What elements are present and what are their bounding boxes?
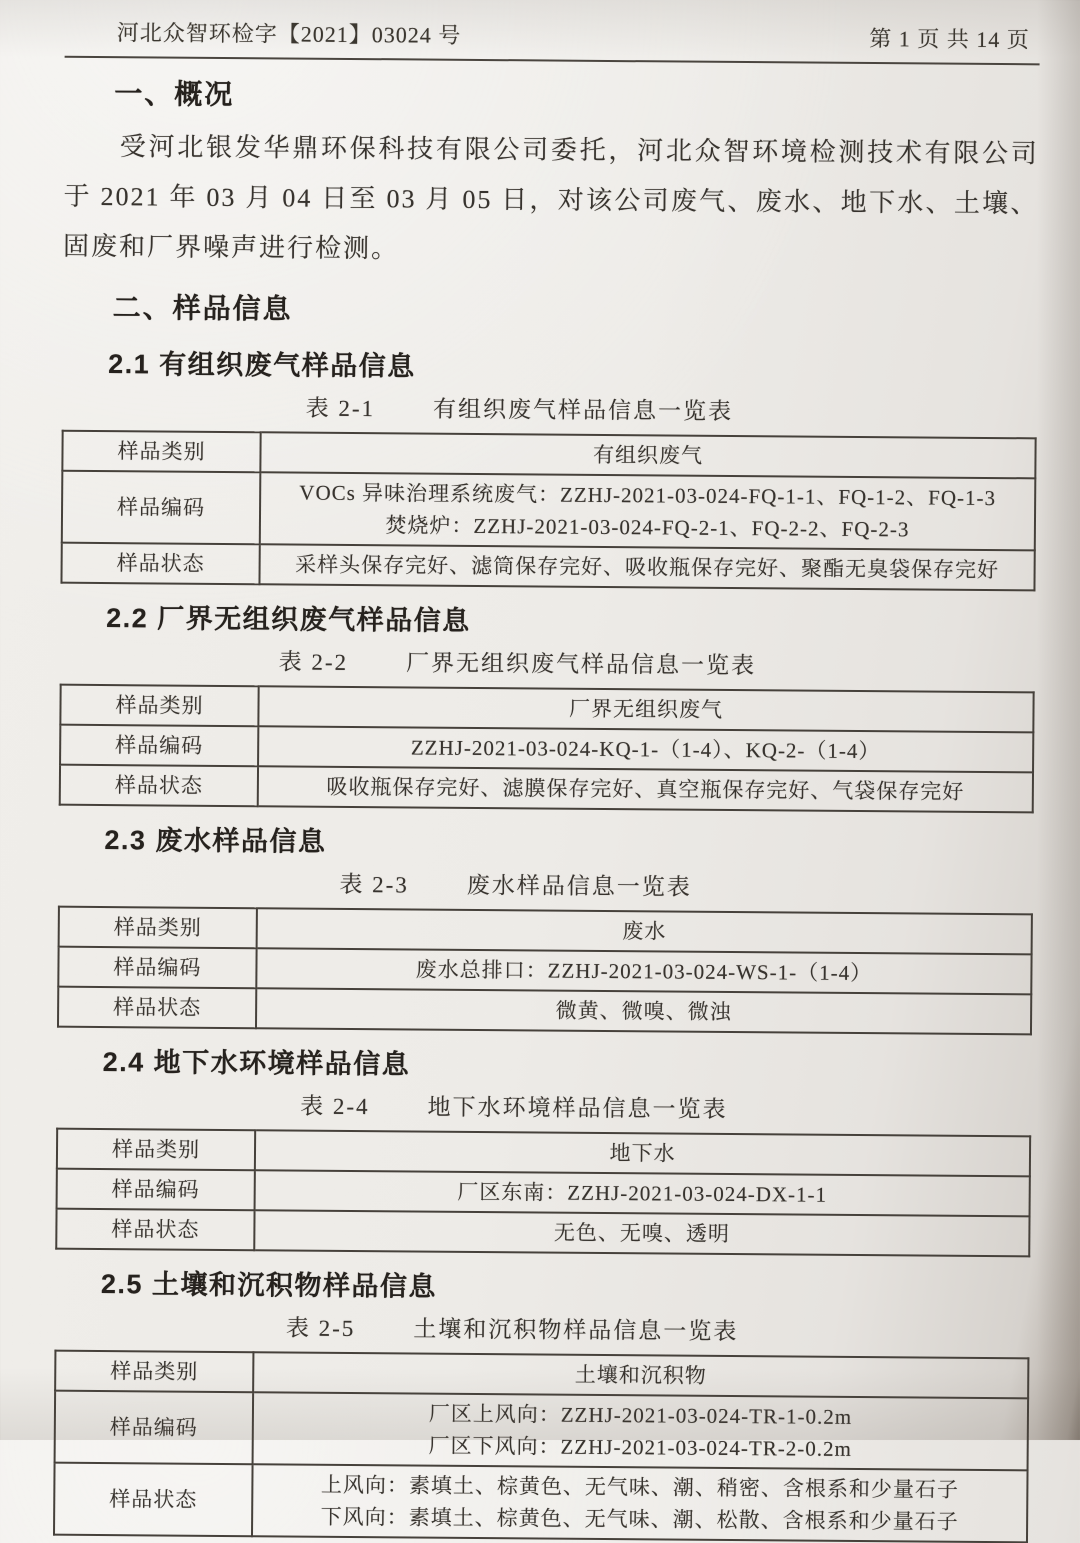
row-value	[257, 908, 1032, 954]
value-line: 废水	[622, 919, 667, 944]
table-caption	[62, 392, 977, 429]
row-label: 样品编码	[55, 1391, 254, 1465]
row-value	[258, 726, 1033, 772]
row-value	[253, 1352, 1028, 1398]
value-line: VOCs 异味治理系统废气：ZZHJ-2021-03-024-FQ-1-1、FQ-1-2、FQ-1-3	[299, 480, 997, 511]
table-title: 土壤和沉积物样品信息一览表	[413, 1316, 739, 1345]
table-number: 表 2-3	[339, 871, 409, 898]
value-line: ZZHJ-2021-03-024-KQ-1-（1-4）、KQ-2-（1-4）	[410, 735, 881, 764]
table-number: 表 2-4	[300, 1093, 370, 1120]
row-value	[252, 1464, 1028, 1542]
value-line: 微黄、微嗅、微浊	[555, 998, 732, 1024]
table-number: 表 2-1	[305, 395, 376, 422]
table-caption	[56, 1090, 971, 1127]
value-line: 下风向：素填土、棕黄色、无气味、潮、松散、含根系和少量石子	[320, 1504, 959, 1534]
subsection-heading: 2.1 有组织废气样品信息	[108, 349, 416, 382]
doc-number: 河北众智环检字【2021】03024 号	[116, 20, 462, 48]
table-title: 废水样品信息一览表	[466, 872, 692, 900]
value-line: 土壤和沉积物	[574, 1362, 707, 1388]
row-value	[256, 948, 1031, 994]
table-number: 表 2-2	[278, 649, 349, 675]
row-value	[258, 686, 1033, 732]
row-label: 样品类别	[59, 907, 257, 949]
row-value	[255, 1130, 1030, 1176]
table-title: 厂界无组织废气样品信息一览表	[405, 650, 757, 679]
section-samples-title: 二、样品信息	[112, 292, 293, 325]
row-label: 样品编码	[60, 725, 258, 767]
row-value	[259, 544, 1034, 590]
document-page	[53, 6, 1040, 1543]
subsection-fugitive-waste-gas	[59, 600, 1036, 814]
subsection-heading: 2.3 废水样品信息	[104, 825, 327, 857]
row-label: 样品状态	[56, 1209, 254, 1251]
row-label: 样品状态	[61, 543, 259, 585]
table-row	[60, 765, 1033, 813]
table-row	[55, 1391, 1029, 1471]
page-header	[65, 6, 1040, 66]
value-line: 吸收瓶保存完好、滤膜保存完好、真空瓶保存完好、气袋保存完好	[326, 774, 965, 804]
subsection-soil-sediment	[53, 1266, 1030, 1543]
value-line: 厂区下风向：ZZHJ-2021-03-024-TR-2-0.2m	[428, 1433, 852, 1461]
sample-info-table	[59, 684, 1035, 814]
table-caption	[55, 1312, 970, 1349]
table-title: 地下水环境样品信息一览表	[427, 1094, 728, 1122]
row-value	[255, 1170, 1030, 1216]
row-value	[254, 1210, 1029, 1256]
row-label: 样品编码	[57, 1169, 255, 1211]
row-label: 样品编码	[62, 471, 261, 545]
table-row	[62, 471, 1036, 551]
value-line: 厂区上风向：ZZHJ-2021-03-024-TR-1-0.2m	[428, 1401, 853, 1429]
value-line: 废水总排口：ZZHJ-2021-03-024-WS-1-（1-4）	[415, 957, 873, 986]
row-value	[258, 766, 1033, 812]
sample-info-table	[55, 1128, 1031, 1258]
value-line: 有组织废气	[592, 442, 704, 468]
value-line: 地下水	[609, 1141, 676, 1166]
row-value	[256, 988, 1031, 1034]
row-label: 样品编码	[58, 947, 256, 989]
row-label: 样品状态	[58, 987, 256, 1029]
row-label: 样品类别	[57, 1129, 255, 1171]
table-row	[61, 543, 1034, 591]
overview-paragraph: 受河北银发华鼎环保科技有限公司委托，河北众智环境检测技术有限公司于 2021 年 03 月 04 日至 03 月 05 日，对该公司废气、废水、地下水、土壤、固废和厂界噪声进行检测。	[63, 132, 1039, 264]
table-title: 有组织废气样品信息一览表	[432, 396, 734, 424]
subsection-organized-waste-gas	[60, 346, 1037, 592]
table-row	[56, 1209, 1029, 1257]
value-line: 厂区东南：ZZHJ-2021-03-024-DX-1-1	[457, 1179, 828, 1207]
subsection-heading: 2.5 土壤和沉积物样品信息	[100, 1269, 438, 1302]
table-row	[54, 1463, 1028, 1543]
value-line: 厂界无组织废气	[568, 696, 724, 722]
table-caption	[60, 646, 975, 683]
subsection-wastewater	[57, 822, 1034, 1036]
value-line: 无色、无嗅、透明	[553, 1220, 730, 1246]
row-value	[253, 1392, 1029, 1470]
sample-info-table	[60, 430, 1036, 592]
subsection-heading: 2.4 地下水环境样品信息	[102, 1047, 411, 1080]
subsection-groundwater	[55, 1044, 1032, 1258]
table-caption	[58, 868, 973, 905]
row-label: 样品状态	[60, 765, 258, 807]
table-row	[58, 987, 1031, 1035]
row-label: 样品类别	[60, 685, 258, 727]
row-label: 样品类别	[55, 1351, 253, 1393]
row-value	[260, 432, 1035, 478]
table-number: 表 2-5	[285, 1315, 356, 1342]
value-line: 采样头保存完好、滤筒保存完好、吸收瓶保存完好、聚酯无臭袋保存完好	[295, 552, 1000, 583]
row-label: 样品状态	[54, 1463, 253, 1537]
value-line: 上风向：素填土、棕黄色、无气味、潮、稍密、含根系和少量石子	[320, 1472, 959, 1502]
row-label: 样品类别	[62, 431, 260, 473]
sample-info-table	[57, 906, 1033, 1036]
row-value	[260, 472, 1036, 550]
value-line: 焚烧炉：ZZHJ-2021-03-024-FQ-2-1、FQ-2-2、FQ-2-3	[385, 513, 910, 542]
section-overview-title: 一、概况	[114, 78, 235, 111]
page-number: 第 1 页 共 14 页	[869, 26, 1030, 53]
sample-info-table	[53, 1350, 1029, 1543]
subsection-heading: 2.2 厂界无组织废气样品信息	[106, 603, 471, 636]
